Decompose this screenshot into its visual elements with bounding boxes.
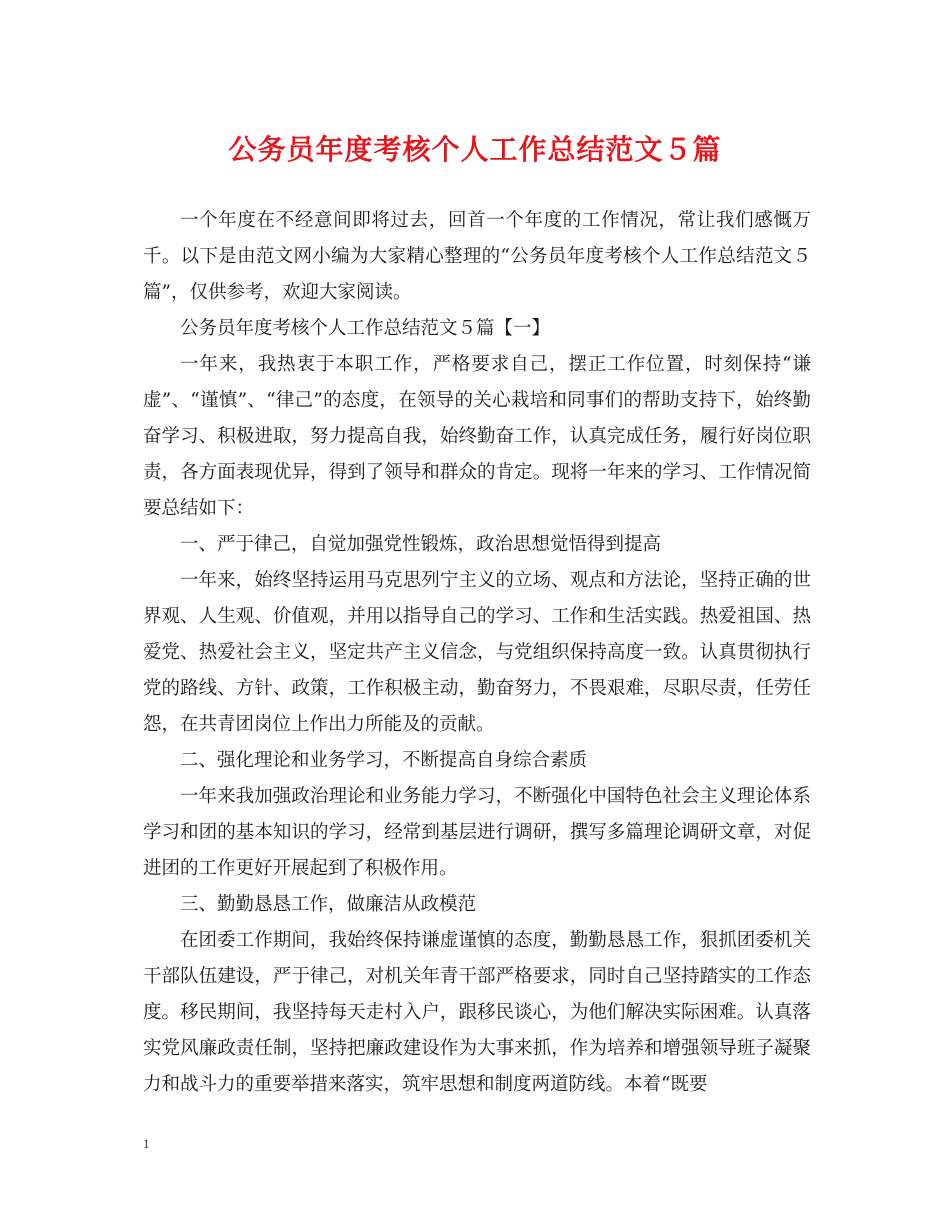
subsection-heading: 一、严于律己，自觉加强党性锻炼，政治思想觉悟得到提高	[180, 534, 662, 555]
body-paragraph: 一年来我加强政治理论和业务能力学习，不断强化中国特色社会主义理论体系学习和团的基本知识的学习，经常到基层进行调研，撰写多篇理论调研文章，对促进团的工作更好开展起到了积极作用。	[143, 786, 811, 879]
body-paragraph: 一年来，我热衷于本职工作，严格要求自己，摆正工作位置，时刻保持“谦虚”、“谨慎”、“律己”的态度，在领导的关心栽培和同事们的帮助支持下，始终勤奋学习、积极进取，努力提高自我，始终勤奋工作，认真完成任务，履行好岗位职责，各方面表现优异，得到了领导和群众的肯定。现将一年来的学习、工作情况简要总结如下：	[143, 354, 811, 519]
subsection-heading: 三、勤勤恳恳工作，做廉洁从政模范	[180, 894, 477, 915]
section-heading: 公务员年度考核个人工作总结范文５篇【一】	[180, 318, 551, 339]
body-paragraph: 一年来，始终坚持运用马克思列宁主义的立场、观点和方法论，坚持正确的世界观、人生观、价值观，并用以指导自己的学习、工作和生活实践。热爱祖国、热爱党、热爱社会主义，坚定共产主义信念，与党组织保持高度一致。认真贯彻执行党的路线、方针、政策，工作积极主动，勤奋努力，不畏艰难，尽职尽责，任劳任怨，在共青团岗位上作出力所能及的贡献。	[143, 570, 811, 735]
subsection-heading: 二、强化理论和业务学习，不断提高自身综合素质	[180, 750, 588, 771]
intro-paragraph: 一个年度在不经意间即将过去，回首一个年度的工作情况，常让我们感慨万千。以下是由范文网小编为大家精心整理的“公务员年度考核个人工作总结范文５篇”，仅供参考，欢迎大家阅读。	[143, 210, 811, 303]
document-title: 公务员年度考核个人工作总结范文５篇	[228, 133, 722, 166]
page-number: 1	[143, 1136, 150, 1151]
body-paragraph: 在团委工作期间，我始终保持谦虚谨慎的态度，勤勤恳恳工作，狠抓团委机关干部队伍建设，严于律己，对机关年青干部严格要求，同时自己坚持踏实的工作态度。移民期间，我坚持每天走村入户，跟移民谈心，为他们解决实际困难。认真落实党风廉政责任制，坚持把廉政建设作为大事来抓，作为培养和增强领导班子凝聚力和战斗力的重要举措来落实，筑牢思想和制度两道防线。本着“既要	[143, 930, 811, 1095]
document-body	[143, 203, 811, 1103]
